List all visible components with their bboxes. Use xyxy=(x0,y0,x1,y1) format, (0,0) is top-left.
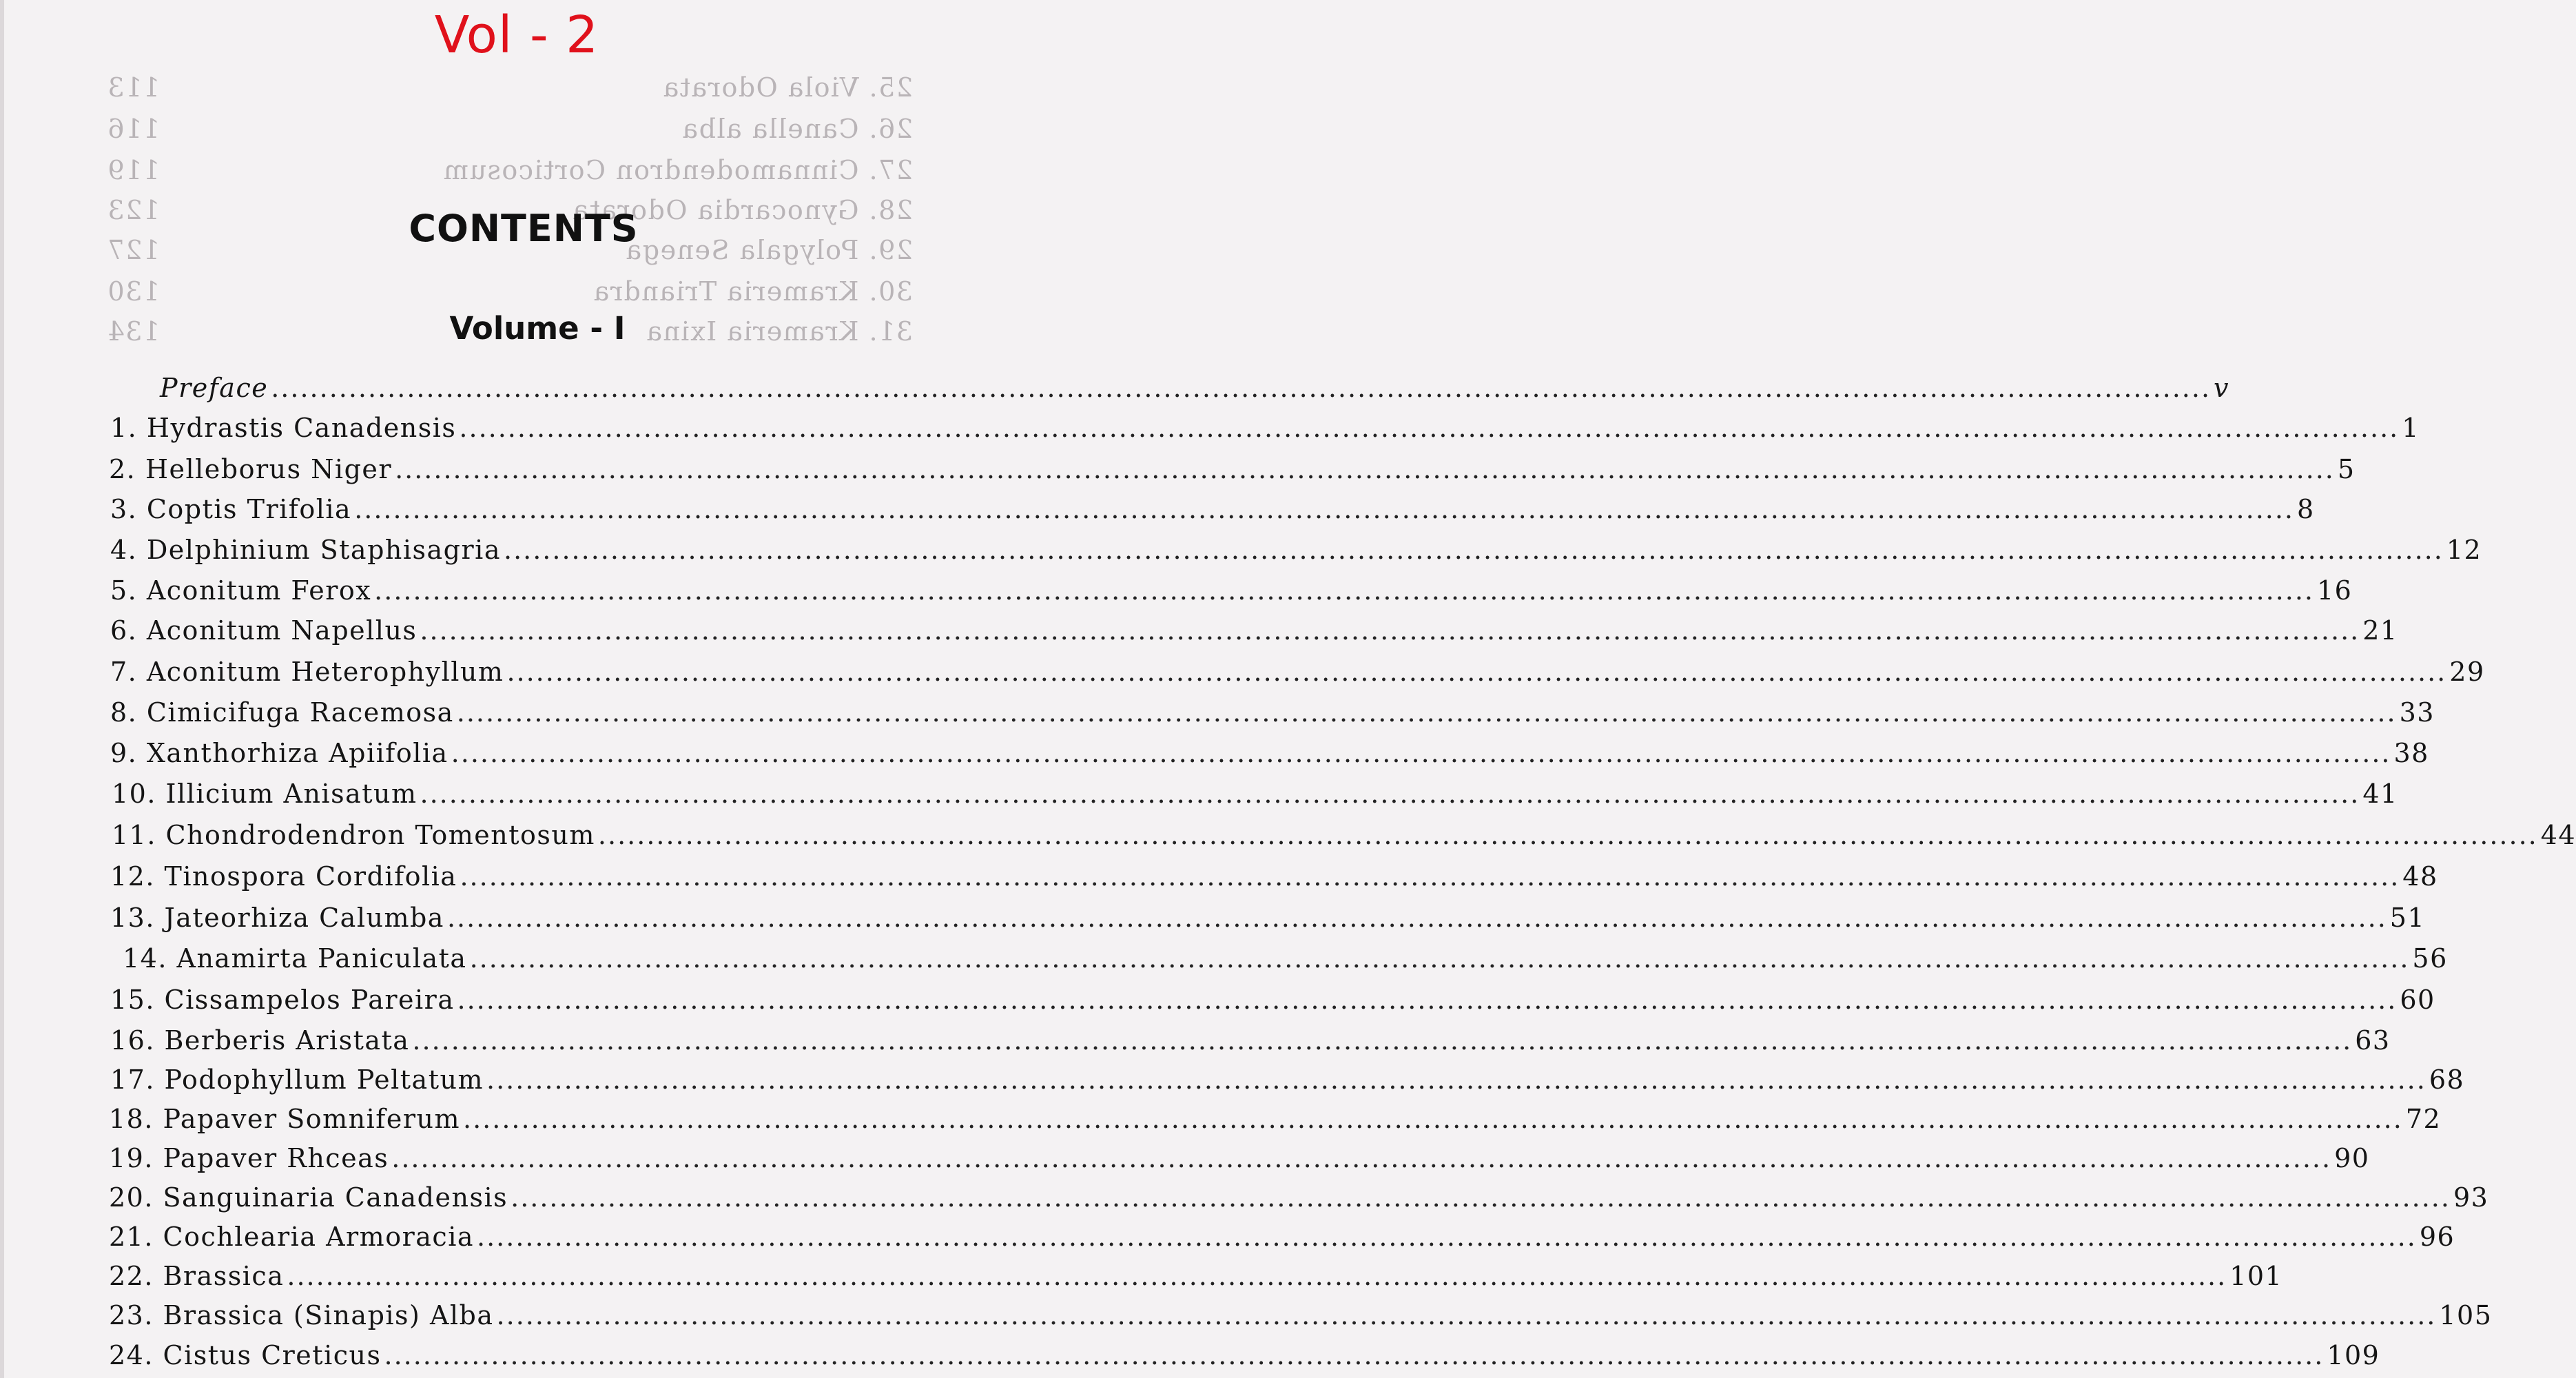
show-through-page: 130 xyxy=(106,276,160,307)
toc-entry-title: 12. Tinospora Cordifolia xyxy=(110,861,457,892)
toc-entry-title: 2. Helleborus Niger xyxy=(109,454,393,484)
toc-entry xyxy=(109,1102,2442,1136)
show-through-page: 116 xyxy=(106,114,160,144)
toc-entry-title: 6. Aconitum Napellus xyxy=(110,615,418,646)
toc-entry xyxy=(110,1062,2465,1097)
dot-leader: ........................................................................................................................................................................................................ xyxy=(597,820,2538,850)
toc-entry-title: 16. Berberis Aristata xyxy=(110,1025,410,1056)
dot-leader: ........................................................................................................................................................................................................ xyxy=(451,738,2391,768)
show-through-page: 134 xyxy=(106,316,160,347)
show-through-entry: 25. Viola Odorata xyxy=(662,72,913,103)
toc-entry xyxy=(110,695,2435,730)
toc-entry-title: 24. Cistus Creticus xyxy=(109,1340,382,1370)
toc-entry-title: 15. Cissampelos Pareira xyxy=(110,985,455,1015)
show-through-page: 119 xyxy=(106,155,160,185)
toc-entry-page-number: 51 xyxy=(2389,903,2426,933)
toc-entry-page-number: 16 xyxy=(2317,575,2353,606)
toc-entry-preface xyxy=(160,371,2230,405)
show-through-entry: 28. Gynocardia Odorata xyxy=(571,195,913,225)
dot-leader: ........................................................................................................................................................................................................ xyxy=(271,373,2212,403)
toc-entry xyxy=(112,777,2398,811)
toc-entry xyxy=(110,901,2426,935)
toc-entry-title: 21. Cochlearia Armoracia xyxy=(109,1222,474,1252)
toc-entry-page-number: 96 xyxy=(2419,1222,2455,1252)
toc-entry xyxy=(109,1259,2283,1293)
toc-entry xyxy=(110,533,2482,567)
toc-entry-page-number: 93 xyxy=(2453,1182,2489,1213)
dot-leader: ........................................................................................................................................................................................................ xyxy=(486,1065,2426,1095)
dot-leader: ........................................................................................................................................................................................................ xyxy=(354,494,2295,524)
toc-entry-title: 14. Anamirta Paniculata xyxy=(123,943,467,974)
toc-entry-title: 22. Brassica xyxy=(109,1261,285,1291)
dot-leader: ........................................................................................................................................................................................................ xyxy=(384,1340,2325,1370)
toc-entry-page-number: 90 xyxy=(2334,1143,2370,1173)
toc-entry-page-number: 56 xyxy=(2412,943,2448,974)
dot-leader: ........................................................................................................................................................................................................ xyxy=(395,454,2335,484)
toc-entry-title: 9. Xanthorhiza Apiifolia xyxy=(110,738,449,768)
dot-leader: ........................................................................................................................................................................................................ xyxy=(460,861,2400,892)
toc-entry-title: 20. Sanguinaria Canadensis xyxy=(109,1182,508,1213)
toc-entry xyxy=(109,1338,2380,1372)
toc-entry-page-number: 38 xyxy=(2393,738,2429,768)
toc-entry-page-number: 33 xyxy=(2399,697,2435,728)
toc-entry xyxy=(109,1180,2489,1215)
dot-leader: ........................................................................................................................................................................................................ xyxy=(287,1261,2227,1291)
volume-label: Vol - 2 xyxy=(434,6,599,65)
toc-entry-title: 19. Papaver Rhceas xyxy=(109,1143,389,1173)
toc-entry-title: 8. Cimicifuga Racemosa xyxy=(110,697,454,728)
dot-leader: ........................................................................................................................................................................................................ xyxy=(374,575,2314,606)
toc-entry-page-number: 44 xyxy=(2540,820,2576,850)
toc-entry-page-number: 109 xyxy=(2327,1340,2380,1370)
toc-entry-page-number: 8 xyxy=(2297,494,2315,524)
toc-entry xyxy=(110,613,2398,648)
toc-entry-title: 23. Brassica (Sinapis) Alba xyxy=(109,1300,494,1330)
dot-leader: ........................................................................................................................................................................................................ xyxy=(457,985,2398,1015)
toc-entry xyxy=(109,1141,2370,1175)
show-through-page: 127 xyxy=(106,235,160,265)
volume-heading: Volume - I xyxy=(449,310,626,347)
dot-leader: ........................................................................................................................................................................................................ xyxy=(446,903,2387,933)
show-through-page: 113 xyxy=(106,72,160,103)
toc-entry-page-number: 48 xyxy=(2402,861,2438,892)
dot-leader: ........................................................................................................................................................................................................ xyxy=(506,657,2447,687)
toc-entry xyxy=(112,818,2576,852)
dot-leader: ........................................................................................................................................................................................................ xyxy=(469,943,2410,974)
dot-leader: ........................................................................................................................................................................................................ xyxy=(511,1182,2451,1213)
toc-entry-title: Preface xyxy=(160,373,269,403)
toc-entry-page-number: 105 xyxy=(2439,1300,2493,1330)
toc-entry-page-number: 21 xyxy=(2362,615,2398,646)
show-through-entry: 31. Krameria Ixina xyxy=(645,316,913,347)
dot-leader: ........................................................................................................................................................................................................ xyxy=(420,615,2360,646)
dot-leader: ........................................................................................................................................................................................................ xyxy=(477,1222,2417,1252)
toc-entry-page-number: 29 xyxy=(2449,657,2485,687)
toc-entry xyxy=(110,655,2485,689)
toc-entry-page-number: 68 xyxy=(2429,1065,2465,1095)
toc-entry-page-number: 1 xyxy=(2402,413,2420,443)
toc-entry xyxy=(109,452,2356,486)
toc-entry-title: 18. Papaver Somniferum xyxy=(109,1104,461,1134)
show-through-entry: 26. Canella alba xyxy=(681,114,913,144)
show-through-entry: 27. Cinnamodendron Corticosum xyxy=(442,155,913,185)
toc-entry-page-number: v xyxy=(2214,373,2230,403)
toc-entry-page-number: 12 xyxy=(2446,535,2482,565)
toc-entry-page-number: 5 xyxy=(2337,454,2356,484)
show-through-entry: 30. Krameria Triandra xyxy=(593,276,913,307)
show-through-entry: 29. Polygala Senega xyxy=(625,235,913,265)
toc-entry xyxy=(110,1023,2391,1058)
toc-entry-title: 3. Coptis Trifolia xyxy=(110,494,352,524)
toc-entry-page-number: 101 xyxy=(2229,1261,2283,1291)
show-through-page: 123 xyxy=(106,195,160,225)
toc-entry-title: 4. Delphinium Staphisagria xyxy=(110,535,501,565)
toc-entry xyxy=(110,859,2438,894)
toc-entry xyxy=(123,941,2448,976)
toc-entry-page-number: 60 xyxy=(2400,985,2435,1015)
toc-entry-title: 7. Aconitum Heterophyllum xyxy=(110,657,504,687)
dot-leader: ........................................................................................................................................................................................................ xyxy=(496,1300,2437,1330)
toc-entry xyxy=(110,573,2353,608)
page-title: CONTENTS xyxy=(409,207,639,250)
toc-entry-title: 11. Chondrodendron Tomentosum xyxy=(112,820,595,850)
toc-entry xyxy=(109,1298,2493,1333)
dot-leader: ........................................................................................................................................................................................................ xyxy=(391,1143,2332,1173)
toc-entry-page-number: 72 xyxy=(2405,1104,2442,1134)
dot-leader: ........................................................................................................................................................................................................ xyxy=(420,779,2360,809)
dot-leader: ........................................................................................................................................................................................................ xyxy=(412,1025,2353,1056)
dot-leader: ........................................................................................................................................................................................................ xyxy=(463,1104,2403,1134)
toc-entry-title: 13. Jateorhiza Calumba xyxy=(110,903,444,933)
toc-entry xyxy=(110,736,2429,770)
toc-entry xyxy=(109,1220,2455,1254)
toc-entry-title: 1. Hydrastis Canadensis xyxy=(110,413,457,443)
dot-leader: ........................................................................................................................................................................................................ xyxy=(456,697,2397,728)
toc-entry-page-number: 63 xyxy=(2355,1025,2391,1056)
toc-entry-title: 10. Illicium Anisatum xyxy=(112,779,418,809)
toc-entry-title: 17. Podophyllum Peltatum xyxy=(110,1065,484,1095)
toc-entry xyxy=(110,492,2315,526)
toc-entry-title: 5. Aconitum Ferox xyxy=(110,575,372,606)
dot-leader: ........................................................................................................................................................................................................ xyxy=(459,413,2400,443)
toc-entry xyxy=(110,411,2420,445)
toc-entry-page-number: 41 xyxy=(2362,779,2398,809)
toc-entry xyxy=(110,983,2435,1017)
dot-leader: ........................................................................................................................................................................................................ xyxy=(503,535,2444,565)
